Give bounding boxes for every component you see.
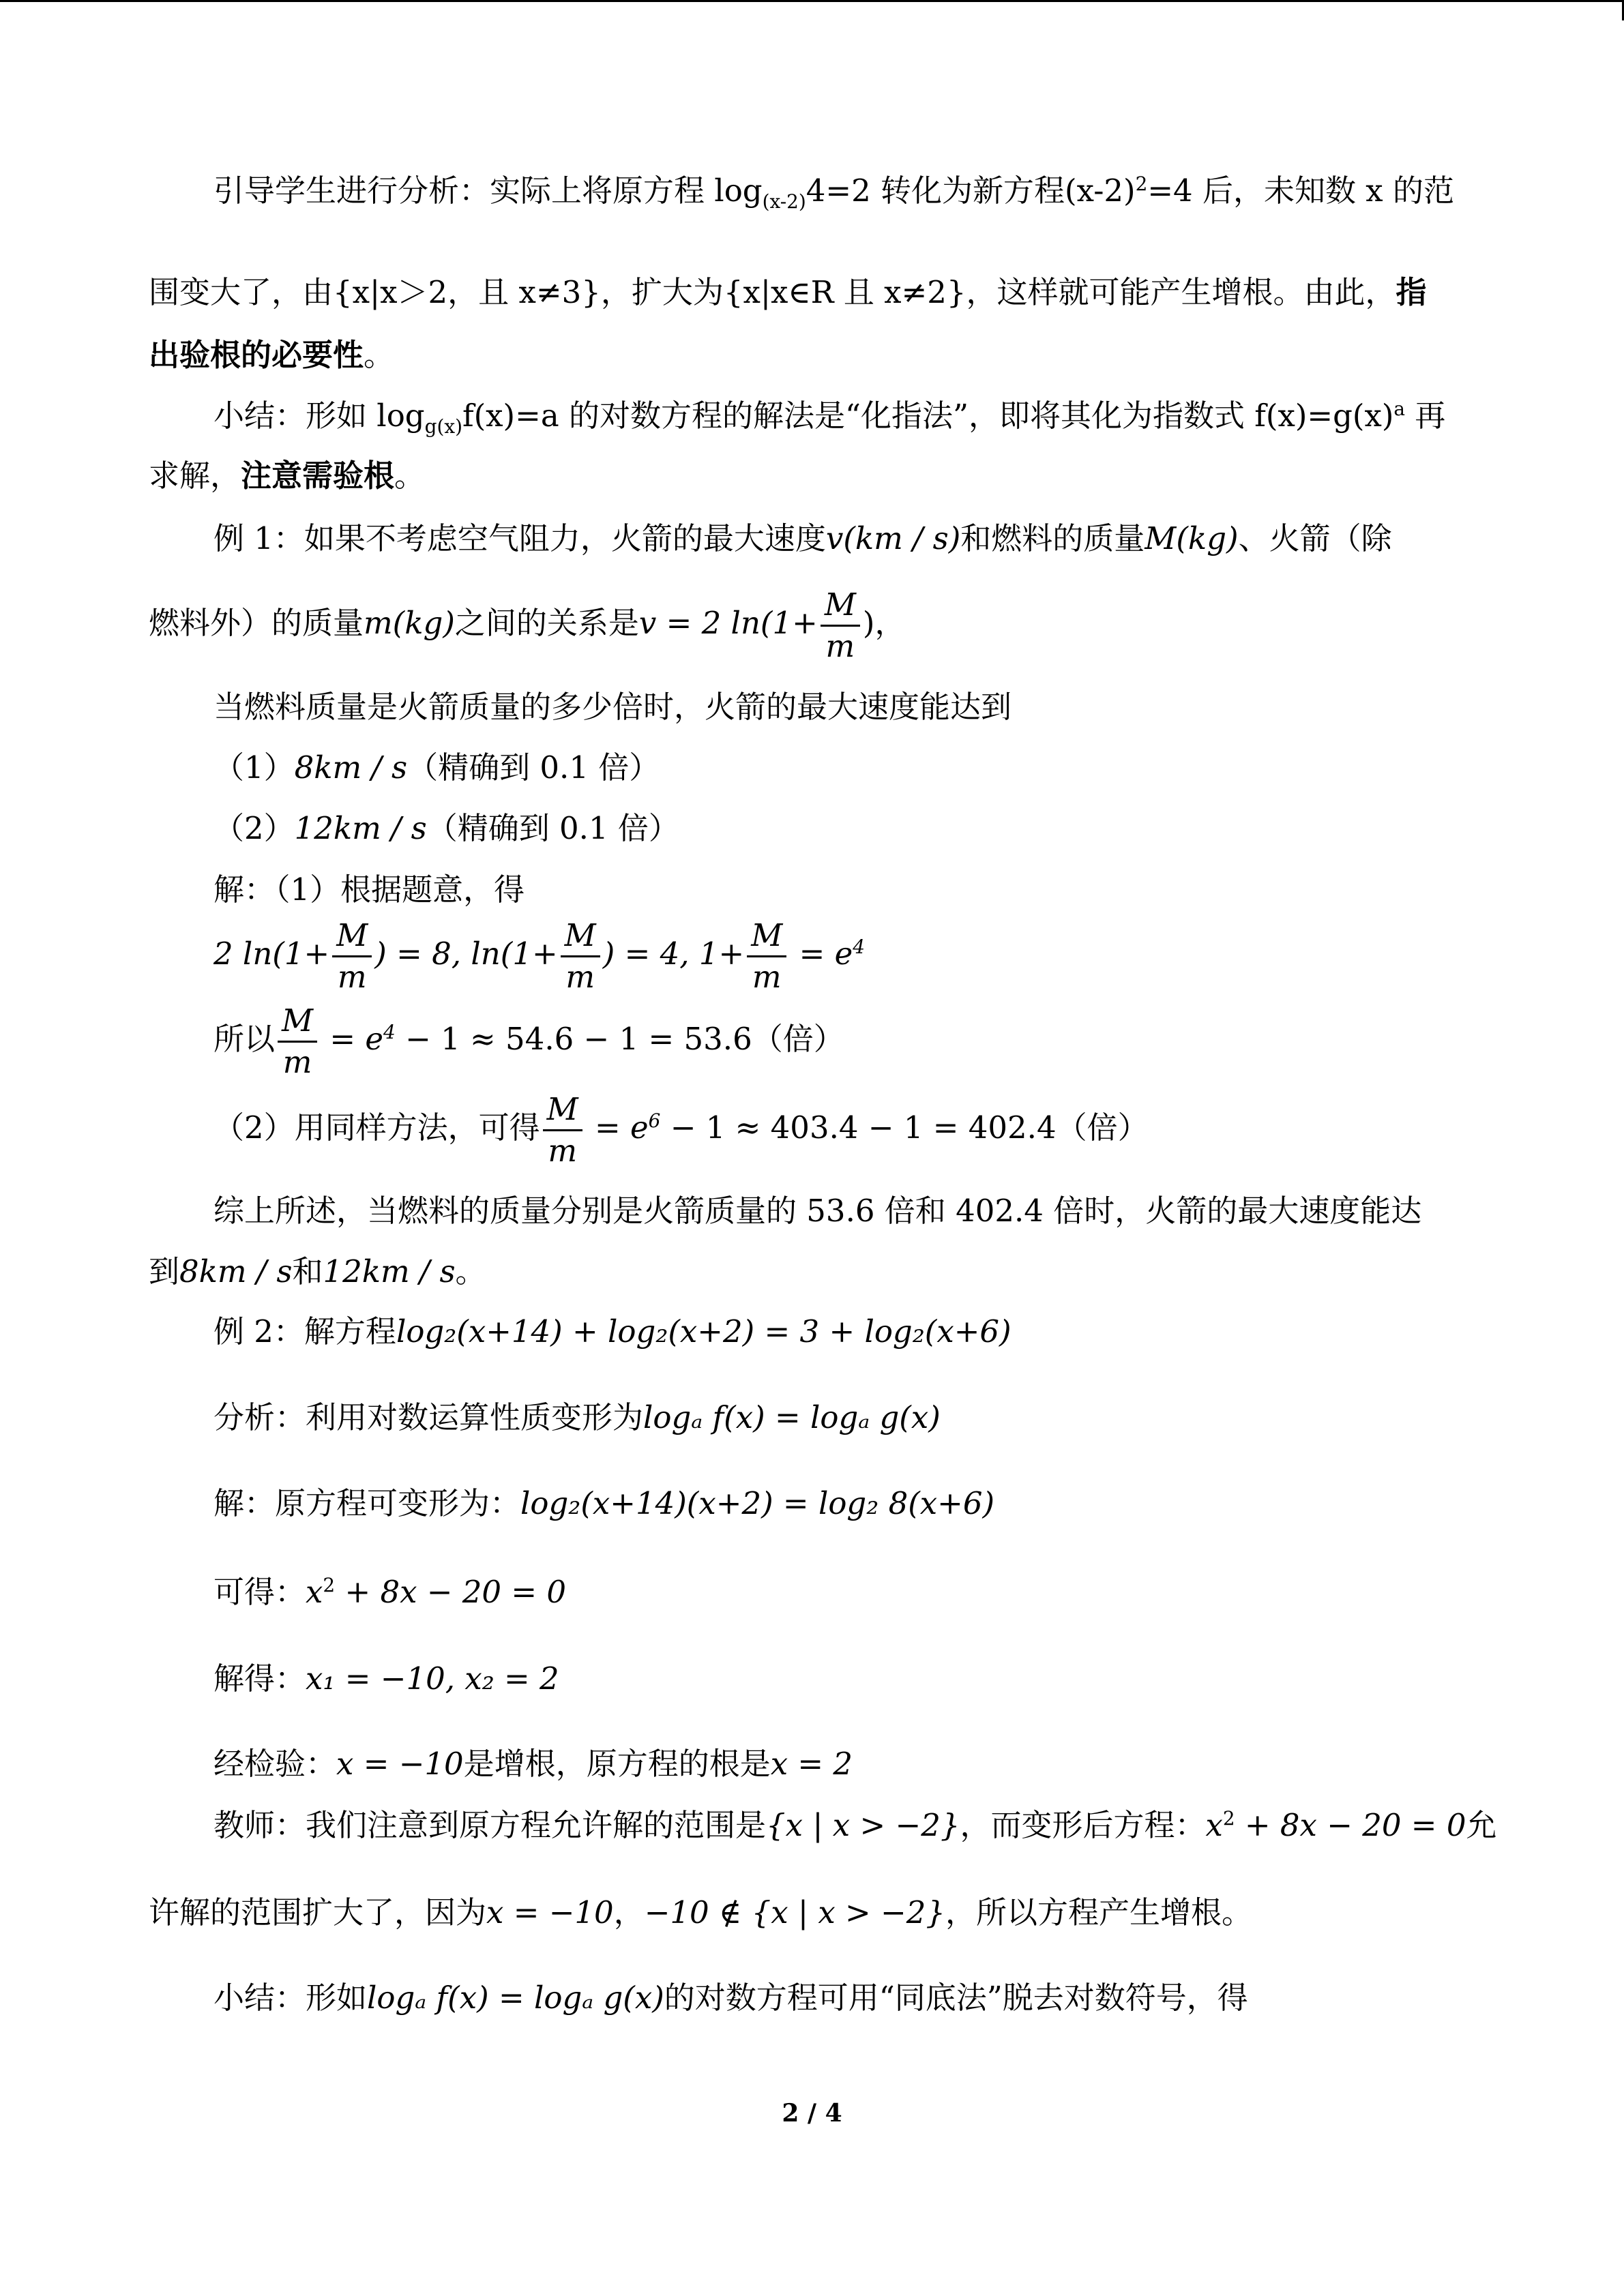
conclusion-line2: [149, 1253, 486, 1290]
text: 4=2 转化为新方程(x-2): [806, 173, 1136, 209]
superscript: 2: [323, 1574, 336, 1596]
math: − 1 ≈ 54.6 − 1 = 53.6: [395, 1021, 752, 1057]
numerator: M: [543, 1091, 582, 1131]
fraction: [747, 917, 786, 996]
text: =4 后，未知数 x 的范: [1147, 173, 1454, 209]
text: 再: [1405, 398, 1446, 434]
text: 教师：我们注意到原方程允许解的范围是: [213, 1807, 767, 1843]
superscript: 4: [853, 936, 865, 958]
math: v(km / s): [825, 520, 961, 556]
denominator: m: [282, 1044, 312, 1080]
math: log₂(x+14)(x+2) = log₂ 8(x+6): [520, 1485, 995, 1521]
math: x: [1205, 1807, 1223, 1843]
q1-line: [213, 749, 660, 786]
summary1-line2: [149, 458, 425, 494]
math: x = 2: [770, 1746, 853, 1782]
bold-text: 指: [1396, 274, 1427, 310]
denominator: m: [337, 959, 367, 995]
text: 例 2：解方程: [213, 1313, 396, 1350]
math: 8km / s: [179, 1253, 293, 1289]
text: （倍）: [752, 1021, 844, 1057]
text: ，所以方程产生增根。: [945, 1894, 1253, 1930]
text: 是增根，原方程的根是: [463, 1746, 771, 1782]
fraction: [332, 917, 372, 996]
fraction: [561, 917, 600, 996]
text: 之间的关系是: [454, 605, 639, 641]
math: {x | x > −2}: [766, 1807, 960, 1843]
math: 12km / s: [294, 810, 427, 846]
math: v = 2 ln(1+: [638, 605, 818, 641]
text: 小结：形如: [213, 1980, 368, 2016]
text: 燃料外）的质量: [149, 605, 364, 641]
text: ，而变形后方程：: [960, 1807, 1206, 1843]
math: ) = 8, ln(1+: [374, 936, 558, 972]
text: 例 1：如果不考虑空气阻力，火箭的最大速度: [213, 520, 826, 556]
subscript: g(x): [424, 415, 462, 438]
text: 许解的范围扩大了，因为: [149, 1894, 487, 1930]
text: 和: [292, 1253, 323, 1289]
text: 所以: [213, 1021, 276, 1057]
solution-eq1: [213, 917, 865, 996]
math: = e: [585, 1109, 649, 1146]
para1-line3: [149, 337, 394, 374]
example1-line1: [213, 520, 1392, 557]
math: 8km / s: [294, 749, 408, 786]
teacher-line1: [213, 1807, 1496, 1844]
denominator: m: [752, 959, 782, 995]
para1-line2: [149, 274, 1427, 311]
text: 的对数方程可用“同底法”脱去对数符号，得: [664, 1980, 1248, 2016]
fraction: [543, 1091, 582, 1169]
text: （倍）: [1056, 1109, 1149, 1146]
math: + 8x − 20 = 0: [1235, 1807, 1466, 1843]
math: = e: [320, 1021, 384, 1057]
superscript: a: [1393, 398, 1406, 420]
fraction: [278, 1002, 317, 1081]
text: 可得：: [213, 1574, 306, 1610]
math: = e: [789, 936, 853, 972]
numerator: M: [561, 917, 600, 957]
solution-intro: 解：（1）根据题意，得: [213, 871, 525, 908]
top-rule: [0, 0, 1624, 2]
conclusion-line1: 综上所述，当燃料的质量分别是火箭质量的 53.6 倍和 402.4 倍时，火箭的最大速度能达: [213, 1193, 1422, 1229]
fraction: [821, 586, 860, 665]
math: −10 ∉ {x | x > −2}: [644, 1894, 946, 1930]
superscript: 6: [648, 1109, 661, 1132]
math: 2 ln(1+: [213, 936, 330, 972]
bold-text: 注意需验根: [241, 458, 395, 494]
denominator: m: [548, 1133, 578, 1169]
math: 12km / s: [323, 1253, 456, 1289]
text: 围变大了，由{x|x＞2，且 x≠3}，扩大为{x|x∈R 且 x≠2}，这样就可能产生增根。由此，: [149, 274, 1396, 310]
denominator: m: [565, 959, 595, 995]
example2-solution: [213, 1485, 994, 1522]
example2-analysis: [213, 1399, 941, 1436]
text: 解：原方程可变形为：: [213, 1485, 521, 1521]
math: logₐ f(x) = logₐ g(x): [643, 1399, 941, 1435]
math: ): [862, 605, 875, 641]
superscript: 2: [1222, 1807, 1235, 1830]
math: m(kg): [364, 605, 455, 641]
text: ，: [613, 1894, 645, 1930]
text: 经检验：: [213, 1746, 337, 1782]
text: 求解，: [149, 458, 241, 494]
example2-summary: [213, 1980, 1248, 2016]
math: + 8x − 20 = 0: [335, 1574, 566, 1610]
para1-line1: [213, 173, 1454, 213]
denominator: m: [825, 628, 855, 664]
math: x: [306, 1574, 323, 1610]
example2-check: [213, 1746, 853, 1783]
text: 。: [364, 337, 395, 373]
teacher-line2: [149, 1894, 1252, 1931]
text: 允: [1466, 1807, 1497, 1843]
math: x = −10: [336, 1746, 464, 1782]
text: （1）: [213, 749, 295, 786]
example1-question: 当燃料质量是火箭质量的多少倍时，火箭的最大速度能达到: [213, 689, 1012, 725]
text: 和燃料的质量: [960, 520, 1145, 556]
example1-line2: [149, 586, 905, 665]
superscript: 4: [383, 1021, 396, 1043]
bold-text: 出验根的必要性: [149, 337, 364, 373]
q2-line: [213, 810, 679, 847]
numerator: M: [278, 1002, 317, 1043]
text: 、火箭（除: [1238, 520, 1392, 556]
text: f(x)=a 的对数方程的解法是“化指法”，即将其化为指数式 f(x)=g(x): [462, 398, 1394, 434]
text: 到: [149, 1253, 180, 1289]
example2-title: [213, 1313, 1012, 1350]
summary1-line1: [213, 398, 1446, 438]
text: （2）: [213, 810, 295, 846]
text: （精确到 0.1 倍）: [407, 749, 660, 786]
text: 。: [455, 1253, 486, 1289]
text: （2）用同样方法，可得: [213, 1109, 540, 1146]
numerator: M: [821, 586, 860, 627]
text: ，: [874, 605, 906, 641]
numerator: M: [747, 917, 786, 957]
math: ) = 4, 1+: [602, 936, 745, 972]
example2-get: [213, 1574, 566, 1611]
solution-so: [213, 1002, 844, 1081]
math: log₂(x+14) + log₂(x+2) = 3 + log₂(x+6): [396, 1313, 1012, 1350]
text: （精确到 0.1 倍）: [426, 810, 679, 846]
math: x = −10: [486, 1894, 614, 1930]
superscript: 2: [1135, 173, 1148, 195]
math: M(kg): [1145, 520, 1239, 556]
text: 。: [394, 458, 426, 494]
math: logₐ f(x) = logₐ g(x): [367, 1980, 664, 2016]
example2-solve: [213, 1660, 559, 1697]
text: 解得：: [213, 1660, 306, 1697]
text: 分析：利用对数运算性质变形为: [213, 1399, 644, 1435]
page-number: 2 / 4: [782, 2099, 842, 2128]
text: 小结：形如 log: [213, 398, 425, 434]
subscript: (x-2): [762, 190, 806, 213]
solution-2: [213, 1091, 1149, 1169]
numerator: M: [332, 917, 372, 957]
math: − 1 ≈ 403.4 − 1 = 402.4: [660, 1109, 1057, 1146]
math: x₁ = −10, x₂ = 2: [306, 1660, 559, 1697]
text: 引导学生进行分析：实际上将原方程 log: [213, 173, 763, 209]
